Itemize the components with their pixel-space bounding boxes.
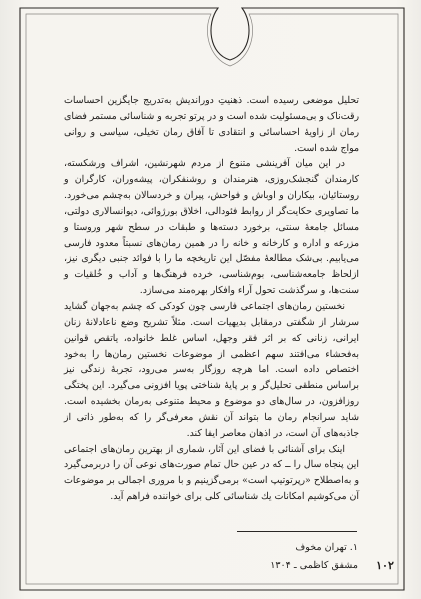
body-text [64, 93, 359, 505]
page-number: ۱۰۲ [376, 559, 394, 572]
footnote: ۱. تهران مخوف [295, 542, 358, 553]
footnote: مشفق کاظمی ـ ۱۳۰۴ [270, 560, 358, 571]
paragraph: نخستین رمان‌های اجتماعی فارسی چون کودکی که چشم به‌جهان گشاید سرشار از شگفتی درمقابل بدیهیات است. مثلاً تشریح وضع ناعادلانهٔ زنان ایرانی، زنانی که بر اثر فقر وجهل، اساس غلط خانواده، یاتقص قوانین به‌فحشاء می‌افتند سهم اعظمی از موضوعات نخستین رمان‌ها را به‌خود اختصاص داده است. اما هرچه روزگار به‌سر می‌رود، تجربهٔ زندگی نیز براساس منطقی تحلیل‌گر و بر پایهٔ شناختی پویا افزونی می‌گیرد. این پختگی روزافزون، در سال‌های دو موضوع و محیط متنوعی به‌رمان بخشیده است. شاید سرانجام رمان ما بتواند آن نقش معرفی‌گر را که به‌طور ذاتی از جاذبه‌های آن است، در اذهان معاصر ایفا کند. [64, 300, 359, 439]
footnotes [200, 539, 358, 575]
footnote-divider [237, 531, 357, 532]
paragraph: اینک برای آشنائی با فضای این آثار، شماری از بهترین رمان‌های اجتماعی این پنجاه سال را ــ که در عین حال تمام صورت‌های نوعی آن را دربرمی‌گیرد و به‌اصطلاح «رپرتوتیپ است» برمی‌گزینیم و با مروری اجمالی بر موضوعات آن می‌کوشیم امکانات یك شناسائی کلی برای خواننده فراهم آید. [64, 443, 359, 503]
paragraph: در این میان آفرینشی متنوع از مردم شهرنشین، اشراف ورشکسته، کارمندان گنجشک‌روزی، هنرمندان و روشنفکران، پیشه‌وران، کارگران و روستائیان، بیکاران و اوباش و فواحش، پیران و خردسالان به‌چشم می‌خورد. ما تصاویری حکایت‌گر از روابط فئودالی، اخلاق بورژوائی، دیوانسالاری دولتی، مسائل جامعهٔ سنتی، برخورد دسته‌ها و طبقات در سطح شهر وروستا و مزرعه و اداره و کارخانه و خانه را در همین رمان‌های نسبتاً معدود فارسی می‌یابیم. بی‌شک مطالعهٔ مفصّل این تاریخچه ما را با فوائد جنبی دیگری نیز، ازلحاظ جامعه‌شناسی، بوم‌شناسی، خرده فرهنگ‌ها و آداب و خُلقیات و سنت‌ها، و سرگذشت تحول آراء وافکار بهره‌مند می‌سازد. [63, 158, 359, 297]
paragraph: تحلیل موضعی رسیده است. ذهنیتِ دوراندیش به‌تدریج جایگزین احساسات رقت‌ناک و بی‌مسئولیت شده است و در پرتو تجربه و شناسائی مستمر فضای رمان از زاویهٔ احساسائی و انتقادی تا آفاق رمان تخیلی، سیاسی و روانی مواج شده است. [64, 95, 359, 154]
